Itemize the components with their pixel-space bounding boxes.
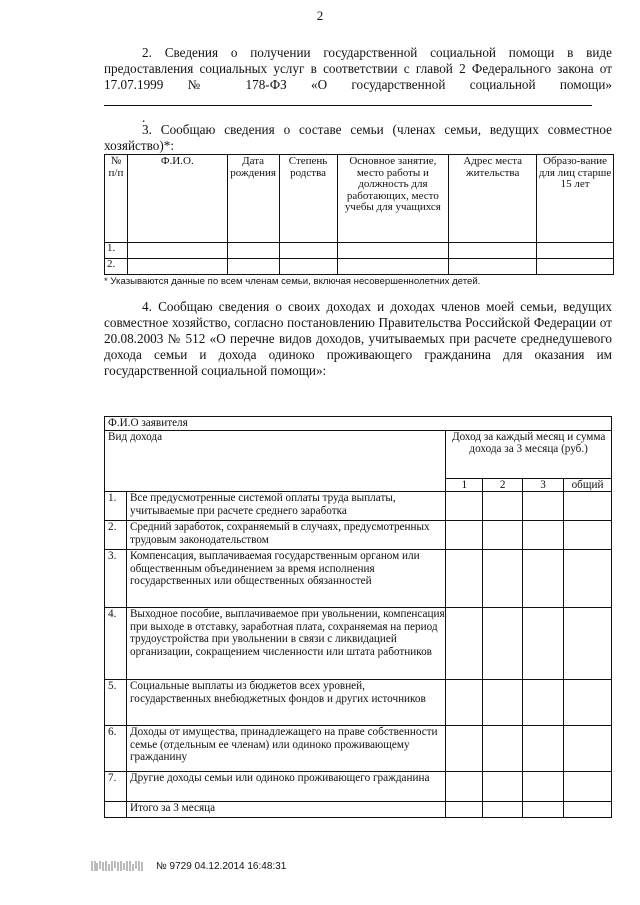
table-row [105, 772, 612, 802]
section-4-paragraph: 4. Сообщаю сведения о своих доходах и доходах членов моей семьи, ведущих совместное хозяйство, согласно постановлению Правительства Российской Федерации от 20.08.2003 № 512 «О перечне видов доходов, учитываемых при расчете среднедушевого дохода семьи и дохода одиноко проживающего гражданина для оказания им государственной социальной помощи»: [104, 299, 612, 378]
cell-month-2[interactable] [483, 521, 523, 550]
income-type: Компенсация, выплачиваемая государственным органом или общественным объединением за время исполнения государственных или общественных обязанностей [126, 550, 445, 608]
cell-total[interactable] [564, 802, 612, 818]
row-number: 6. [105, 726, 127, 772]
cell-month-1[interactable] [446, 680, 483, 726]
income-type: Социальные выплаты из бюджетов всех уровней, государственных внебюджетных фондов и других источников [126, 680, 445, 726]
table-row [105, 243, 614, 259]
section-3-paragraph: 3. Сообщаю сведения о составе семьи (членах семьи, ведущих совместное хозяйство)*: [104, 122, 612, 153]
document-footer [90, 858, 286, 874]
cell-month-3[interactable] [523, 726, 564, 772]
row-number: 1. [105, 243, 128, 259]
cell-month-2[interactable] [483, 608, 523, 680]
cell-total[interactable] [564, 492, 612, 521]
cell-occupation[interactable] [337, 259, 449, 275]
cell-total[interactable] [564, 608, 612, 680]
cell-month-3[interactable] [523, 772, 564, 802]
row-number: 7. [105, 772, 127, 802]
cell-month-1[interactable] [446, 521, 483, 550]
cell-month-1[interactable] [446, 726, 483, 772]
month-col-1: 1 [446, 478, 483, 492]
table-row [105, 550, 612, 608]
row-number: 4. [105, 608, 127, 680]
section-2-text: 2. Сведения о получении государственной социальной помощи в виде предоставления социальных услуг в соответствии с главой 2 Федерального закона от 17.07.1999 № 178-ФЗ «О государственной социальной помощи» [104, 45, 612, 92]
income-table [104, 416, 612, 818]
month-col-2: 2 [483, 478, 523, 492]
section-2-paragraph [104, 45, 612, 126]
cell-month-3[interactable] [523, 492, 564, 521]
cell-total[interactable] [564, 550, 612, 608]
barcode-stamp-icon [90, 858, 146, 874]
income-type: Доходы от имущества, принадлежащего на праве собственности семье (отдельным ее членам) или одиноко проживающему гражданину [126, 726, 445, 772]
fill-in-line[interactable] [104, 93, 592, 106]
month-col-total: общий [564, 478, 612, 492]
col-address: Адрес места жительства [449, 155, 537, 243]
cell-full-name[interactable] [127, 259, 227, 275]
cell-education[interactable] [537, 243, 614, 259]
cell-birth-date[interactable] [227, 243, 279, 259]
row-number: 1. [105, 492, 127, 521]
cell-birth-date[interactable] [227, 259, 279, 275]
family-composition-table [104, 154, 614, 275]
income-type: Все предусмотренные системой оплаты труда выплаты, учитываемые при расчете среднего заработка [126, 492, 445, 521]
cell-month-1[interactable] [446, 772, 483, 802]
document-id: № 9729 04.12.2014 16:48:31 [156, 860, 287, 872]
cell-relationship[interactable] [279, 259, 337, 275]
income-header: Доход за каждый месяц и сумма дохода за 3 месяца (руб.) [446, 430, 612, 478]
month-col-3: 3 [523, 478, 564, 492]
cell-total[interactable] [564, 680, 612, 726]
table-row [105, 726, 612, 772]
applicant-name-label: Ф.И.О заявителя [105, 417, 612, 431]
cell-month-2[interactable] [483, 550, 523, 608]
cell-total[interactable] [564, 772, 612, 802]
cell-month-3[interactable] [523, 521, 564, 550]
cell-month-2[interactable] [483, 492, 523, 521]
table-row [105, 608, 612, 680]
cell-month-2[interactable] [483, 726, 523, 772]
section-2-end: . [142, 110, 146, 125]
cell-month-2[interactable] [483, 680, 523, 726]
row-number: 2. [105, 259, 128, 275]
col-number: № п/п [105, 155, 128, 243]
cell-occupation[interactable] [337, 243, 449, 259]
cell-month-3[interactable] [523, 802, 564, 818]
income-type: Другие доходы семьи или одиноко проживающего гражданина [126, 772, 445, 802]
cell-address[interactable] [449, 243, 537, 259]
table-row [105, 492, 612, 521]
col-occupation: Основное занятие, место работы и должность для работающих, место учебы для учащихся [337, 155, 449, 243]
cell-full-name[interactable] [127, 243, 227, 259]
col-relationship: Степень родства [279, 155, 337, 243]
cell-total[interactable] [564, 726, 612, 772]
cell-total[interactable] [564, 521, 612, 550]
income-type: Выходное пособие, выплачиваемое при увольнении, компенсация при выходе в отставку, заработная плата, сохраняемая на период трудоустройства при увольнении в связи с ликвидацией организации, сокращением численности или штата работников [126, 608, 445, 680]
income-type: Средний заработок, сохраняемый в случаях, предусмотренных трудовым законодательством [126, 521, 445, 550]
row-number: 5. [105, 680, 127, 726]
page-number: 2 [316, 8, 324, 23]
cell-month-3[interactable] [523, 680, 564, 726]
footnote: * Указываются данные по всем членам семьи, включая несовершеннолетних детей. [104, 276, 481, 287]
cell-month-2[interactable] [483, 772, 523, 802]
row-number: 3. [105, 550, 127, 608]
table-row [105, 680, 612, 726]
cell-month-2[interactable] [483, 802, 523, 818]
total-label: Итого за 3 месяца [126, 802, 445, 818]
table-row [105, 259, 614, 275]
col-full-name: Ф.И.О. [127, 155, 227, 243]
income-type-label: Вид дохода [105, 430, 446, 492]
table-row [105, 521, 612, 550]
total-row-number [105, 802, 127, 818]
total-row [105, 802, 612, 818]
cell-address[interactable] [449, 259, 537, 275]
cell-month-3[interactable] [523, 608, 564, 680]
col-birth-date: Дата рождения [227, 155, 279, 243]
cell-month-3[interactable] [523, 550, 564, 608]
cell-education[interactable] [537, 259, 614, 275]
cell-month-1[interactable] [446, 492, 483, 521]
col-education: Образо-вание для лиц старше 15 лет [537, 155, 614, 243]
cell-month-1[interactable] [446, 802, 483, 818]
cell-month-1[interactable] [446, 608, 483, 680]
cell-month-1[interactable] [446, 550, 483, 608]
row-number: 2. [105, 521, 127, 550]
cell-relationship[interactable] [279, 243, 337, 259]
